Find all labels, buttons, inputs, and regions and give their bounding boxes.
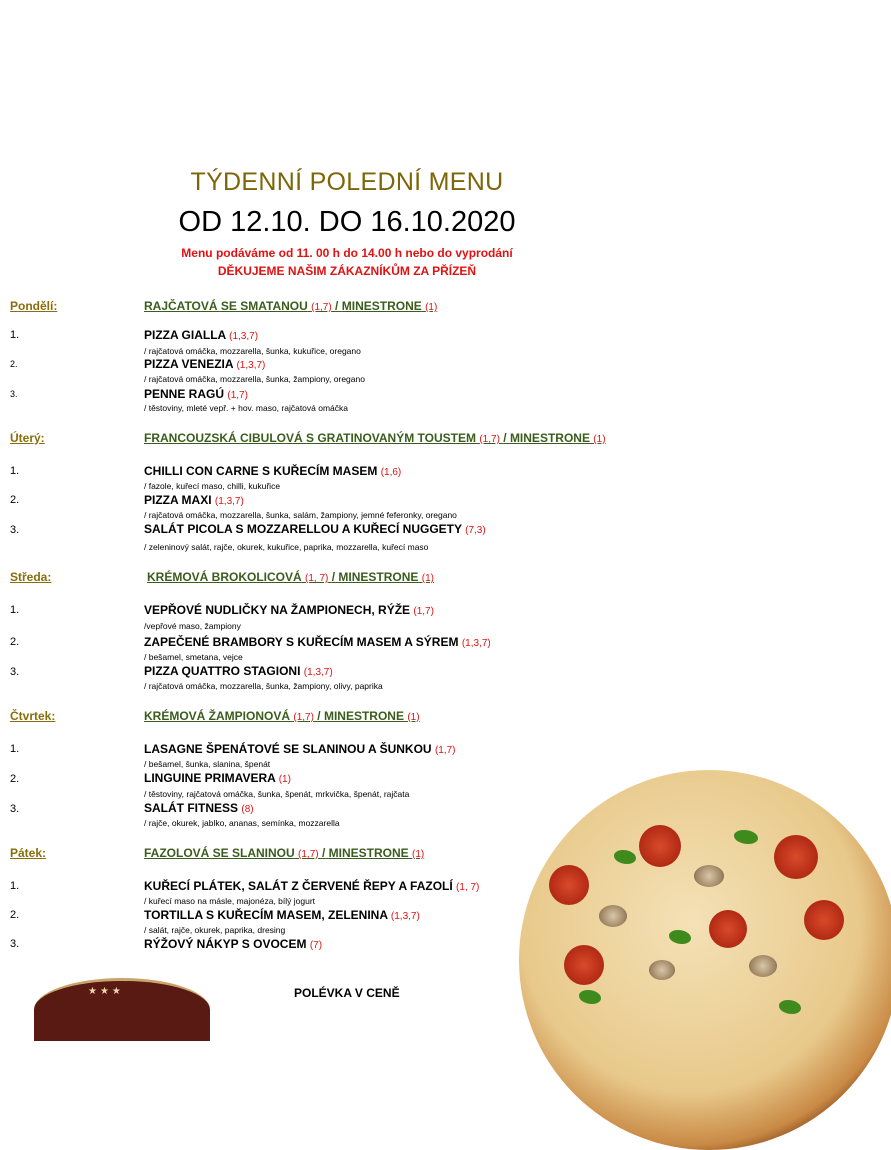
item-number: 2. — [10, 909, 20, 921]
soup-name: RAJČATOVÁ SE SMATANOU — [144, 299, 308, 313]
pizza-image — [519, 770, 891, 1150]
dish-description: / rajčatová omáčka, mozzarella, šunka, kukuřice, oregano — [144, 346, 361, 356]
dish-description: / těstoviny, rajčatová omáčka, šunka, špenát, mrkvička, špenát, rajčata — [144, 789, 410, 799]
dish-allergens: (7,3) — [465, 525, 486, 536]
soup-name: KRÉMOVÁ ŽAMPIONOVÁ — [144, 709, 291, 723]
item-number: 1. — [10, 604, 20, 616]
dish-allergens: (7) — [309, 940, 323, 951]
dish-allergens: (1,3,7) — [236, 360, 266, 371]
soup-separator: / — [321, 846, 326, 860]
dish-allergens: (1,3,7) — [214, 496, 244, 507]
soup-line-wednesday — [147, 570, 434, 584]
dish-description: / rajčatová omáčka, mozzarella, šunka, žampiony, olivy, paprika — [144, 681, 383, 691]
day-label-thursday: Čtvrtek: — [10, 709, 56, 723]
dish-allergens: (1,3,7) — [303, 667, 333, 678]
dish-name: TORTILLA S KUŘECÍM MASEM, ZELENINA (1,3,7) — [144, 908, 420, 922]
dish-name: VEPŘOVÉ NUDLIČKY NA ŽAMPIONECH, RÝŽE (1,7) — [144, 603, 434, 617]
dish-name: CHILLI CON CARNE S KUŘECÍM MASEM (1,6) — [144, 464, 402, 478]
soup-name: KRÉMOVÁ BROKOLICOVÁ — [147, 570, 302, 584]
item-number: 2. — [10, 773, 20, 785]
dish-description: / těstoviny, mleté vepř. + hov. maso, rajčatová omáčka — [144, 403, 349, 413]
dish-description: / kuřecí maso na másle, majonéza, bílý jogurt — [144, 896, 316, 906]
soup2-name: MINESTRONE — [341, 299, 422, 313]
dish-name: LASAGNE ŠPENÁTOVÉ SE SLANINOU A ŠUNKOU (1,7) — [144, 742, 456, 756]
item-number: 1. — [10, 465, 20, 477]
soup-line-monday — [144, 299, 437, 313]
soup2-allergens: (1) — [411, 849, 425, 860]
dish-allergens: (1,7) — [413, 606, 434, 617]
soup2-name: MINESTRONE — [323, 709, 404, 723]
item-number: 1. — [10, 743, 20, 755]
dish-name: PIZZA GIALLA (1,3,7) — [144, 328, 259, 342]
logo-stars: ★★★ — [88, 986, 124, 997]
soup-line-thursday — [144, 709, 420, 723]
soup2-allergens: (1) — [593, 434, 606, 445]
dish-allergens: (8) — [241, 804, 254, 815]
soup2-name: MINESTRONE — [328, 846, 409, 860]
soup-line-tuesday — [144, 431, 606, 445]
dish-name: LINGUINE PRIMAVERA (1) — [144, 771, 291, 785]
day-label-wednesday: Středa: — [10, 570, 52, 584]
dish-description: / zeleninový salát, rajče, okurek, kukuřice, paprika, mozzarella, kuřecí maso — [144, 542, 429, 552]
dish-allergens: (1,7) — [227, 390, 248, 401]
dish-name: ZAPEČENÉ BRAMBORY S KUŘECÍM MASEM A SÝREM (1,3,7) — [144, 635, 491, 649]
soup-name: FRANCOUZSKÁ CIBULOVÁ S GRATINOVANÝM TOUSTEM — [144, 431, 476, 445]
dish-allergens: (1,6) — [380, 467, 402, 478]
item-number: 2. — [10, 636, 20, 648]
soup-allergens: (1,7) — [293, 712, 314, 723]
dish-allergens: (1,7) — [434, 745, 456, 756]
soup2-allergens: (1) — [407, 712, 420, 723]
soup2-name: MINESTRONE — [338, 570, 419, 584]
dish-allergens: (1) — [278, 774, 291, 785]
item-number: 2. — [10, 359, 18, 369]
item-number: 3. — [10, 666, 20, 678]
soup-allergens: (1,7) — [479, 434, 500, 445]
soup-allergens: (1,7) — [311, 302, 332, 313]
serving-hours-note: Menu podáváme od 11. 00 h do 14.00 h nebo do vyprodání — [181, 246, 513, 260]
item-number: 2. — [10, 494, 20, 506]
dish-description: / rajčatová omáčka, mozzarella, šunka, salám, žampiony, jemné feferonky, oregano — [144, 510, 457, 520]
item-number: 3. — [10, 803, 20, 815]
item-number: 3. — [10, 389, 18, 399]
dish-name: KUŘECÍ PLÁTEK, SALÁT Z ČERVENÉ ŘEPY A FAZOLÍ (1, 7) — [144, 879, 480, 893]
day-label-monday: Pondělí: — [10, 299, 58, 313]
dish-description: / bešamel, šunka, slanina, špenát — [144, 759, 271, 769]
dish-name: RÝŽOVÝ NÁKYP S OVOCEM (7) — [144, 937, 323, 951]
dish-allergens: (1,3,7) — [390, 911, 420, 922]
soup-separator: / — [503, 431, 507, 445]
dish-description: / rajče, okurek, jablko, ananas, semínka, mozzarella — [144, 818, 340, 828]
soup2-allergens: (1) — [421, 573, 434, 584]
item-number: 3. — [10, 938, 20, 950]
soup-included-label: POLÉVKA V CENĚ — [294, 986, 400, 1000]
soup2-allergens: (1) — [425, 302, 438, 313]
dish-allergens: (1,3,7) — [229, 331, 259, 342]
soup-separator: / — [331, 570, 336, 584]
dish-description: /vepřové maso, žampiony — [144, 621, 241, 631]
dish-description: / bešamel, smetana, vejce — [144, 652, 243, 662]
dish-name: SALÁT PICOLA S MOZZARELLOU A KUŘECÍ NUGGETY (7,3) — [144, 522, 486, 536]
dish-name: PENNE RAGÚ (1,7) — [144, 387, 248, 401]
menu-dates: OD 12.10. DO 16.10.2020 — [178, 206, 516, 238]
day-label-tuesday: Úterý: — [10, 431, 45, 445]
dish-name: PIZZA QUATTRO STAGIONI (1,3,7) — [144, 664, 333, 678]
dish-name: PIZZA VENEZIA (1,3,7) — [144, 357, 266, 371]
menu-title: TÝDENNÍ POLEDNÍ MENU — [190, 168, 504, 196]
dish-description: / salát, rajče, okurek, paprika, dresing — [144, 925, 286, 935]
soup-line-friday — [144, 846, 424, 860]
dish-allergens: (1,3,7) — [461, 638, 491, 649]
soup2-name: MINESTRONE — [509, 431, 590, 445]
dish-name: SALÁT FITNESS (8) — [144, 801, 254, 815]
soup-separator: / — [335, 299, 339, 313]
dish-description: / rajčatová omáčka, mozzarella, šunka, žampiony, oregano — [144, 374, 365, 384]
day-label-friday: Pátek: — [10, 846, 47, 860]
dish-name: PIZZA MAXI (1,3,7) — [144, 493, 244, 507]
item-number: 3. — [10, 524, 20, 536]
item-number: 1. — [10, 329, 20, 341]
thank-you-note: DĚKUJEME NAŠIM ZÁKAZNÍKŮM ZA PŘÍZEŇ — [217, 264, 477, 278]
soup-allergens: (1, 7) — [305, 573, 329, 584]
item-number: 1. — [10, 880, 20, 892]
soup-separator: / — [317, 709, 321, 723]
soup-allergens: (1,7) — [298, 849, 319, 860]
soup-name: FAZOLOVÁ SE SLANINOU — [144, 846, 295, 860]
dish-allergens: (1, 7) — [456, 882, 480, 893]
dish-description: / fazole, kuřecí maso, chilli, kukuřice — [144, 481, 281, 491]
